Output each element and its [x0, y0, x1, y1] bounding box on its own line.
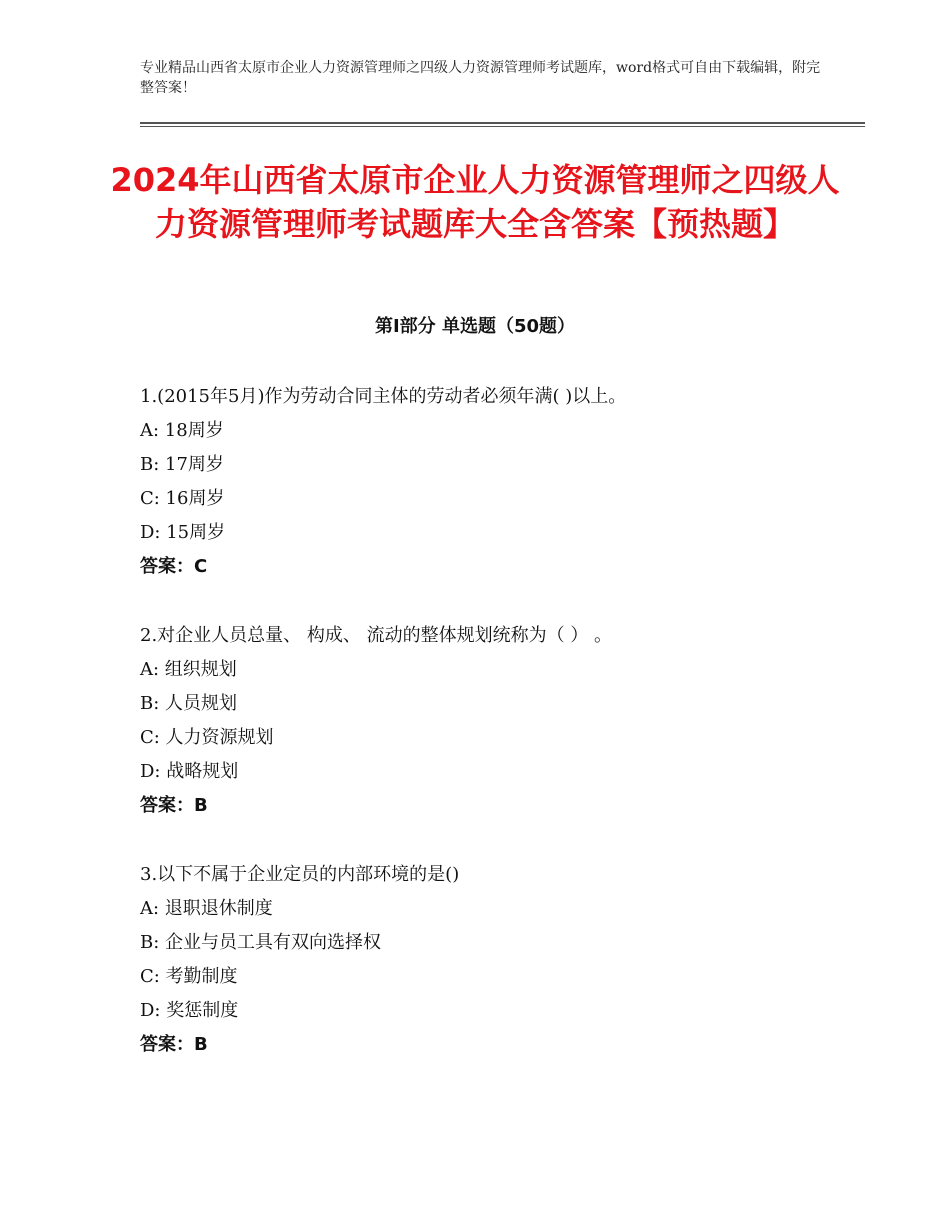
question-stem: 1.(2015年5月)作为劳动合同主体的劳动者必须年满( )以上。: [140, 386, 627, 407]
question-stem: 2.对企业人员总量、 构成、 流动的整体规划统称为（ ） 。: [140, 625, 613, 646]
option-c: C: 人力资源规划: [140, 727, 274, 748]
answer-line: 答案：C: [140, 556, 208, 577]
question-block: [140, 858, 860, 1062]
option-d: D: 战略规划: [140, 761, 239, 782]
option-b: B: 人员规划: [140, 693, 238, 714]
question-stem: 3.以下不属于企业定员的内部环境的是(): [140, 864, 460, 885]
option-d: D: 15周岁: [140, 522, 226, 543]
option-a: A: 组织规划: [140, 659, 237, 680]
option-b: B: 17周岁: [140, 454, 224, 475]
option-c: C: 16周岁: [140, 488, 225, 509]
answer-line: 答案：B: [140, 1034, 208, 1055]
option-a: A: 18周岁: [140, 420, 224, 441]
section-heading: 第Ⅰ部分 单选题（50题）: [374, 316, 575, 337]
header-note: 专业精品山西省太原市企业人力资源管理师之四级人力资源管理师考试题库，word格式可自由下载编辑，附完整答案！: [140, 60, 821, 96]
header-rule-thick: [140, 122, 865, 124]
option-b: B: 企业与员工具有双向选择权: [140, 932, 382, 953]
document-title: 2024年山西省太原市企业人力资源管理师之四级人力资源管理师考试题库大全含答案【预热题】: [110, 161, 840, 243]
option-d: D: 奖惩制度: [140, 1000, 239, 1021]
option-a: A: 退职退休制度: [140, 898, 273, 919]
question-block: [140, 380, 860, 584]
question-block: [140, 619, 860, 823]
header-rule-thin: [140, 126, 865, 127]
answer-line: 答案：B: [140, 795, 208, 816]
option-c: C: 考勤制度: [140, 966, 238, 987]
